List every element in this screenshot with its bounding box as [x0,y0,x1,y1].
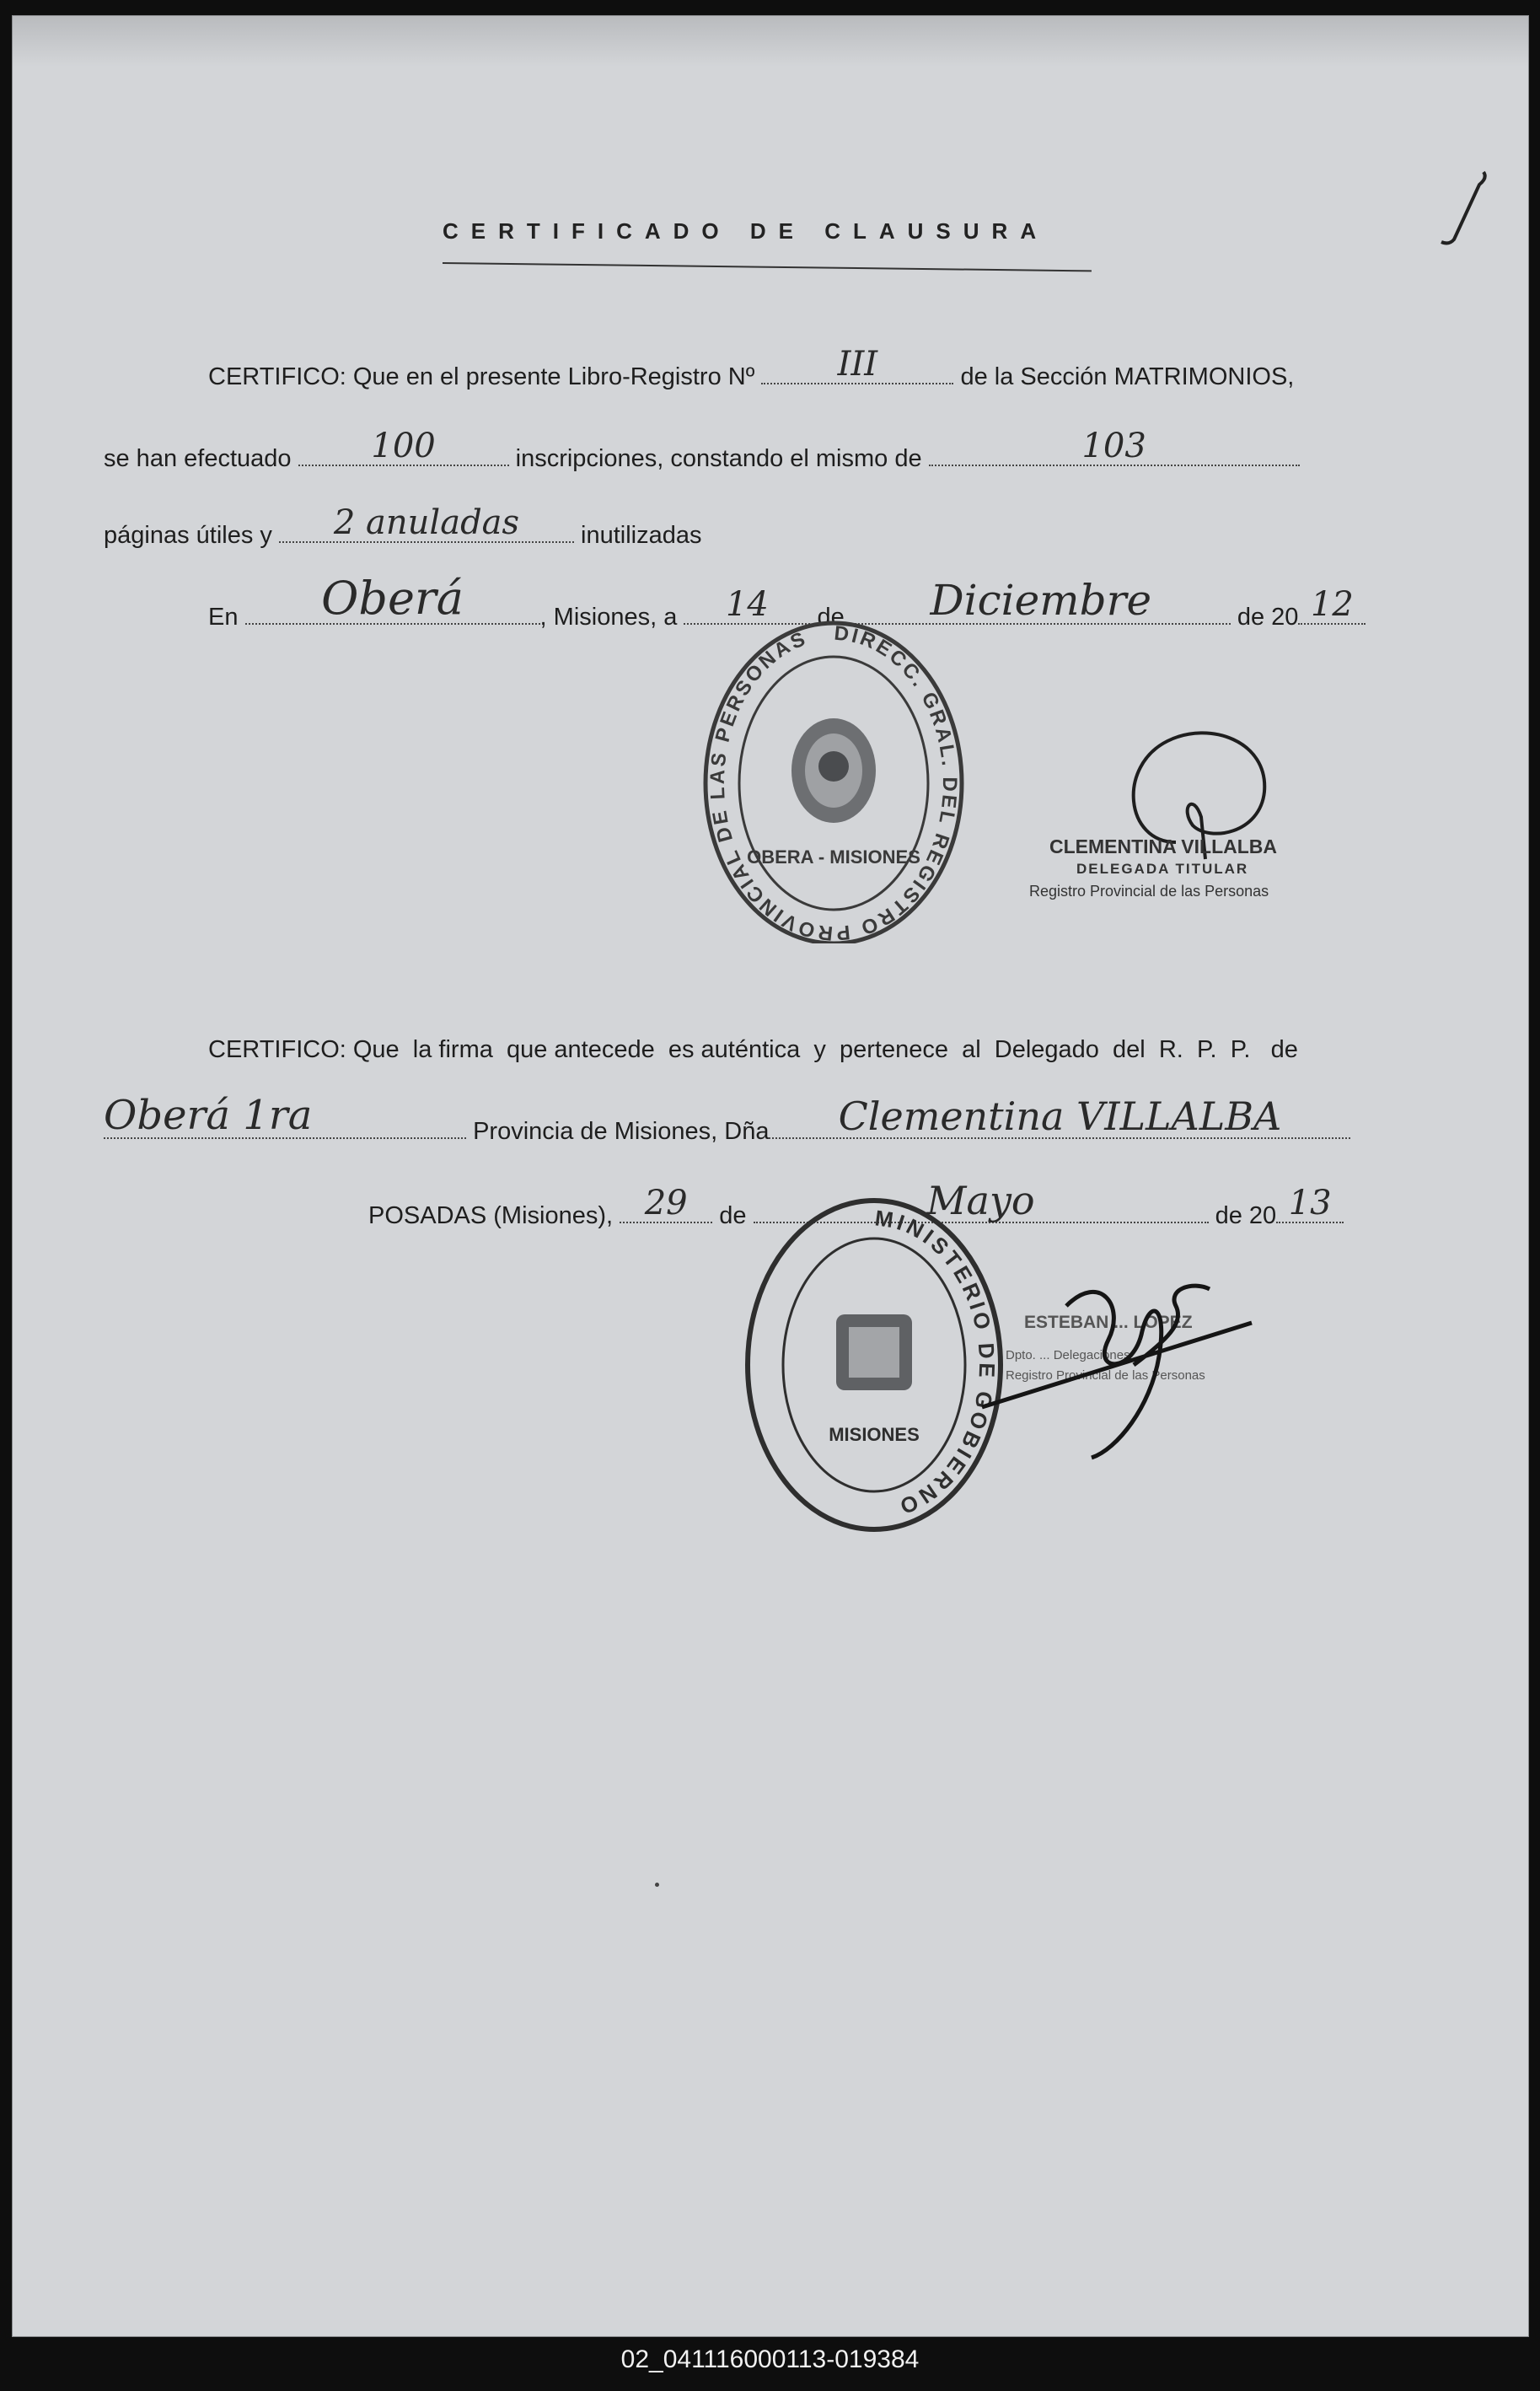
city-handwritten: Oberá [321,572,464,625]
block1-line1-suffix: de la Sección MATRIMONIOS, [960,363,1295,390]
stamp1-outer-text: DIRECC. GRAL. DEL REGISTRO PROVINCIAL DE LAS PERSONAS [706,621,962,943]
year2-prefix-label: de 20 [1215,1202,1277,1229]
signature2-name: ESTEBAN ... LÓPEZ [1024,1313,1193,1332]
day2-field [620,1184,712,1223]
title-underline [443,262,1092,271]
book-number-field [761,345,953,384]
stamp2-inner-text: MISIONES [829,1424,920,1445]
place-handwritten: Oberá 1ra [104,1092,313,1139]
document-title: CERTIFICADO DE CLAUSURA [443,218,1049,244]
day-handwritten: 14 [725,585,769,624]
month-handwritten: Diciembre [930,576,1152,625]
block1-line3-prefix: páginas útiles y [104,522,272,549]
block1-line1-prefix: CERTIFICO: Que en el presente Libro-Registro Nº [208,363,755,390]
stamp1-inner-text: OBERA - MISIONES [747,846,920,868]
signature1-name: CLEMENTINA VILLALBA [1049,836,1278,857]
voided-pages-handwritten: 2 anuladas [333,503,520,542]
ministry-emblem [836,1314,912,1390]
signature2-org: Registro Provincial de las Personas [1006,1368,1205,1383]
year-prefix-label: de 20 [1237,604,1299,631]
de-label: de [817,604,845,631]
block1-line3 [104,503,702,550]
year2-handwritten: 13 [1288,1184,1332,1222]
misiones-a-label: , Misiones, a [539,604,678,631]
footer-id-label: 02_041116000113-019384 [620,2345,920,2373]
block2-line1 [208,1036,1298,1064]
de2-label: de [719,1202,747,1229]
block1-line1 [208,345,1295,391]
year-field [1298,585,1366,625]
stamp2-outer-text: MINISTERIO DE GOBIERNO [873,1205,1001,1521]
delegate-name-field [769,1093,1350,1139]
en-label: En [208,604,239,631]
city-field [245,572,540,625]
day2-handwritten: 29 [644,1184,688,1222]
month2-handwritten: Mayo [926,1178,1035,1223]
signature1-org: Registro Provincial de las Personas [1029,883,1269,900]
block2-line2 [104,1092,1350,1146]
inscriptions-field [298,427,509,466]
block1-line3-suffix: inutilizadas [581,522,702,549]
book-number-handwritten: III [837,345,878,384]
certificate-page [12,15,1529,2337]
pages-handwritten: 103 [1081,427,1146,465]
block2-line1-text: CERTIFICO: Que la firma que antecede es auténtica y pertenece al Delegado del R. P. P. de [208,1036,1298,1063]
posadas-label: POSADAS (Misiones), [368,1202,614,1229]
inscriptions-handwritten: 100 [371,427,436,465]
signature-official [965,1255,1277,1466]
block2-line2-middle: Provincia de Misiones, Dña [473,1118,770,1145]
block1-line2-prefix: se han efectuado [104,445,292,472]
block1-line2 [104,427,1300,473]
voided-pages-field [279,503,574,543]
pages-field [929,427,1300,466]
registry-stamp [699,606,969,943]
block1-line2-middle: inscripciones, constando el mismo de [515,445,922,472]
year2-field [1276,1184,1344,1223]
signature1-role: DELEGADA TITULAR [1076,861,1249,877]
coat-of-arms-emblem [791,718,876,823]
signature2-role: Dpto. ... Delegaciones [1006,1348,1130,1362]
corner-check-mark [1437,168,1496,252]
year-handwritten: 12 [1310,585,1354,624]
page-speck [655,1883,659,1887]
place-field [104,1092,466,1139]
delegate-name-handwritten: Clementina VILLALBA [838,1093,1282,1139]
